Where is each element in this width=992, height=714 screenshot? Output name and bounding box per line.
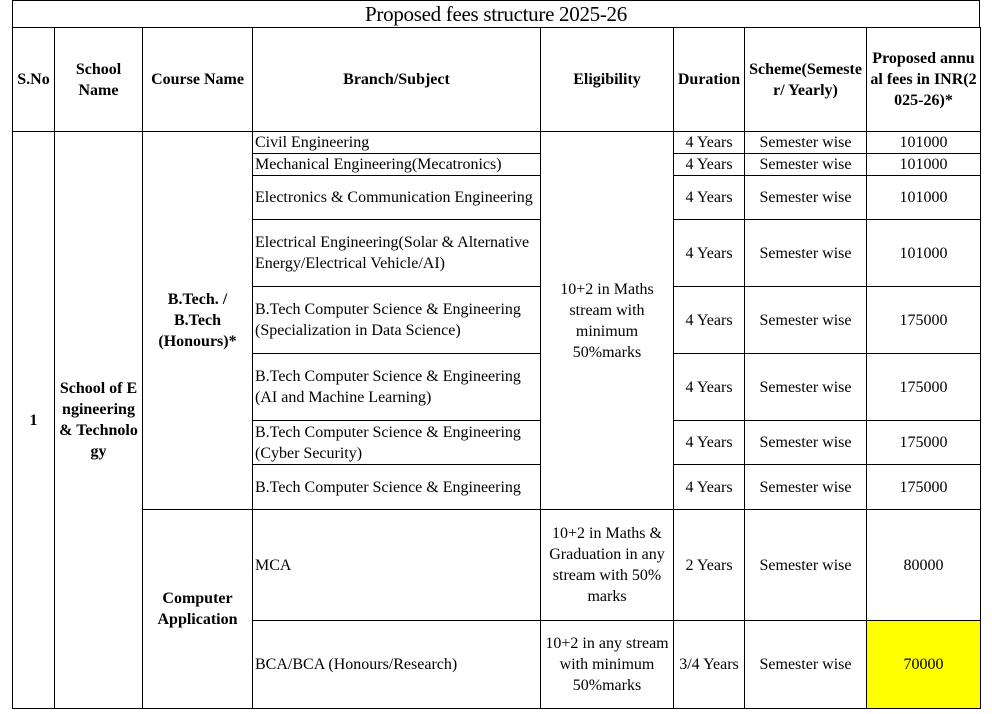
duration-cell: 4 Years bbox=[674, 154, 745, 176]
branch-cell: B.Tech Computer Science & Engineering (Cyber Security) bbox=[253, 421, 541, 465]
duration-cell: 4 Years bbox=[674, 132, 745, 154]
fee-cell: 175000 bbox=[867, 421, 981, 465]
branch-cell: Electronics & Communication Engineering bbox=[253, 176, 541, 220]
scheme-cell: Semester wise bbox=[745, 132, 867, 154]
eligibility-mca-cell: 10+2 in Maths & Graduation in any stream with 50% marks bbox=[541, 510, 674, 621]
eligibility-bca-cell: 10+2 in any stream with minimum 50%marks bbox=[541, 621, 674, 709]
scheme-cell: Semester wise bbox=[745, 176, 867, 220]
duration-cell: 3/4 Years bbox=[674, 621, 745, 709]
scheme-cell: Semester wise bbox=[745, 510, 867, 621]
duration-cell: 4 Years bbox=[674, 220, 745, 287]
duration-cell: 2 Years bbox=[674, 510, 745, 621]
fee-cell: 101000 bbox=[867, 220, 981, 287]
duration-cell: 4 Years bbox=[674, 465, 745, 510]
scheme-cell: Semester wise bbox=[745, 287, 867, 354]
fees-table bbox=[12, 27, 981, 709]
fee-cell: 101000 bbox=[867, 132, 981, 154]
branch-cell: MCA bbox=[253, 510, 541, 621]
duration-cell: 4 Years bbox=[674, 287, 745, 354]
course-btech-cell: B.Tech. / B.Tech (Honours)* bbox=[143, 132, 253, 510]
branch-cell: BCA/BCA (Honours/Research) bbox=[253, 621, 541, 709]
duration-cell: 4 Years bbox=[674, 354, 745, 421]
branch-cell: Civil Engineering bbox=[253, 132, 541, 154]
duration-cell: 4 Years bbox=[674, 421, 745, 465]
page-title: Proposed fees structure 2025-26 bbox=[12, 0, 980, 27]
fee-cell: 175000 bbox=[867, 354, 981, 421]
branch-cell: B.Tech Computer Science & Engineering bbox=[253, 465, 541, 510]
fee-cell: 175000 bbox=[867, 287, 981, 354]
table-row bbox=[13, 510, 981, 621]
scheme-cell: Semester wise bbox=[745, 421, 867, 465]
eligibility-btech-cell: 10+2 in Maths stream with minimum 50%marks bbox=[541, 132, 674, 510]
fee-cell: 101000 bbox=[867, 154, 981, 176]
header-scheme: Scheme(Semester/ Yearly) bbox=[745, 28, 867, 132]
branch-cell: B.Tech Computer Science & Engineering (Specialization in Data Science) bbox=[253, 287, 541, 354]
course-ca-cell: Computer Application bbox=[143, 510, 253, 709]
branch-cell: Mechanical Engineering(Mecatronics) bbox=[253, 154, 541, 176]
scheme-cell: Semester wise bbox=[745, 465, 867, 510]
fee-cell: 80000 bbox=[867, 510, 981, 621]
header-sno: S.No bbox=[13, 28, 55, 132]
table-row bbox=[13, 132, 981, 154]
sno-cell: 1 bbox=[13, 132, 55, 709]
branch-cell: Electrical Engineering(Solar & Alternative Energy/Electrical Vehicle/AI) bbox=[253, 220, 541, 287]
scheme-cell: Semester wise bbox=[745, 354, 867, 421]
scheme-cell: Semester wise bbox=[745, 621, 867, 709]
scheme-cell: Semester wise bbox=[745, 154, 867, 176]
fee-cell-highlighted: 70000 bbox=[867, 621, 981, 709]
branch-cell: B.Tech Computer Science & Engineering (AI and Machine Learning) bbox=[253, 354, 541, 421]
header-eligibility: Eligibility bbox=[541, 28, 674, 132]
header-fees: Proposed annual fees in INR(2025-26)* bbox=[867, 28, 981, 132]
duration-cell: 4 Years bbox=[674, 176, 745, 220]
school-cell: School of Engineering & Technology bbox=[55, 132, 143, 709]
header-duration: Duration bbox=[674, 28, 745, 132]
header-school: School Name bbox=[55, 28, 143, 132]
fee-cell: 101000 bbox=[867, 176, 981, 220]
scheme-cell: Semester wise bbox=[745, 220, 867, 287]
header-course: Course Name bbox=[143, 28, 253, 132]
header-branch: Branch/Subject bbox=[253, 28, 541, 132]
header-row bbox=[13, 28, 981, 132]
fee-cell: 175000 bbox=[867, 465, 981, 510]
